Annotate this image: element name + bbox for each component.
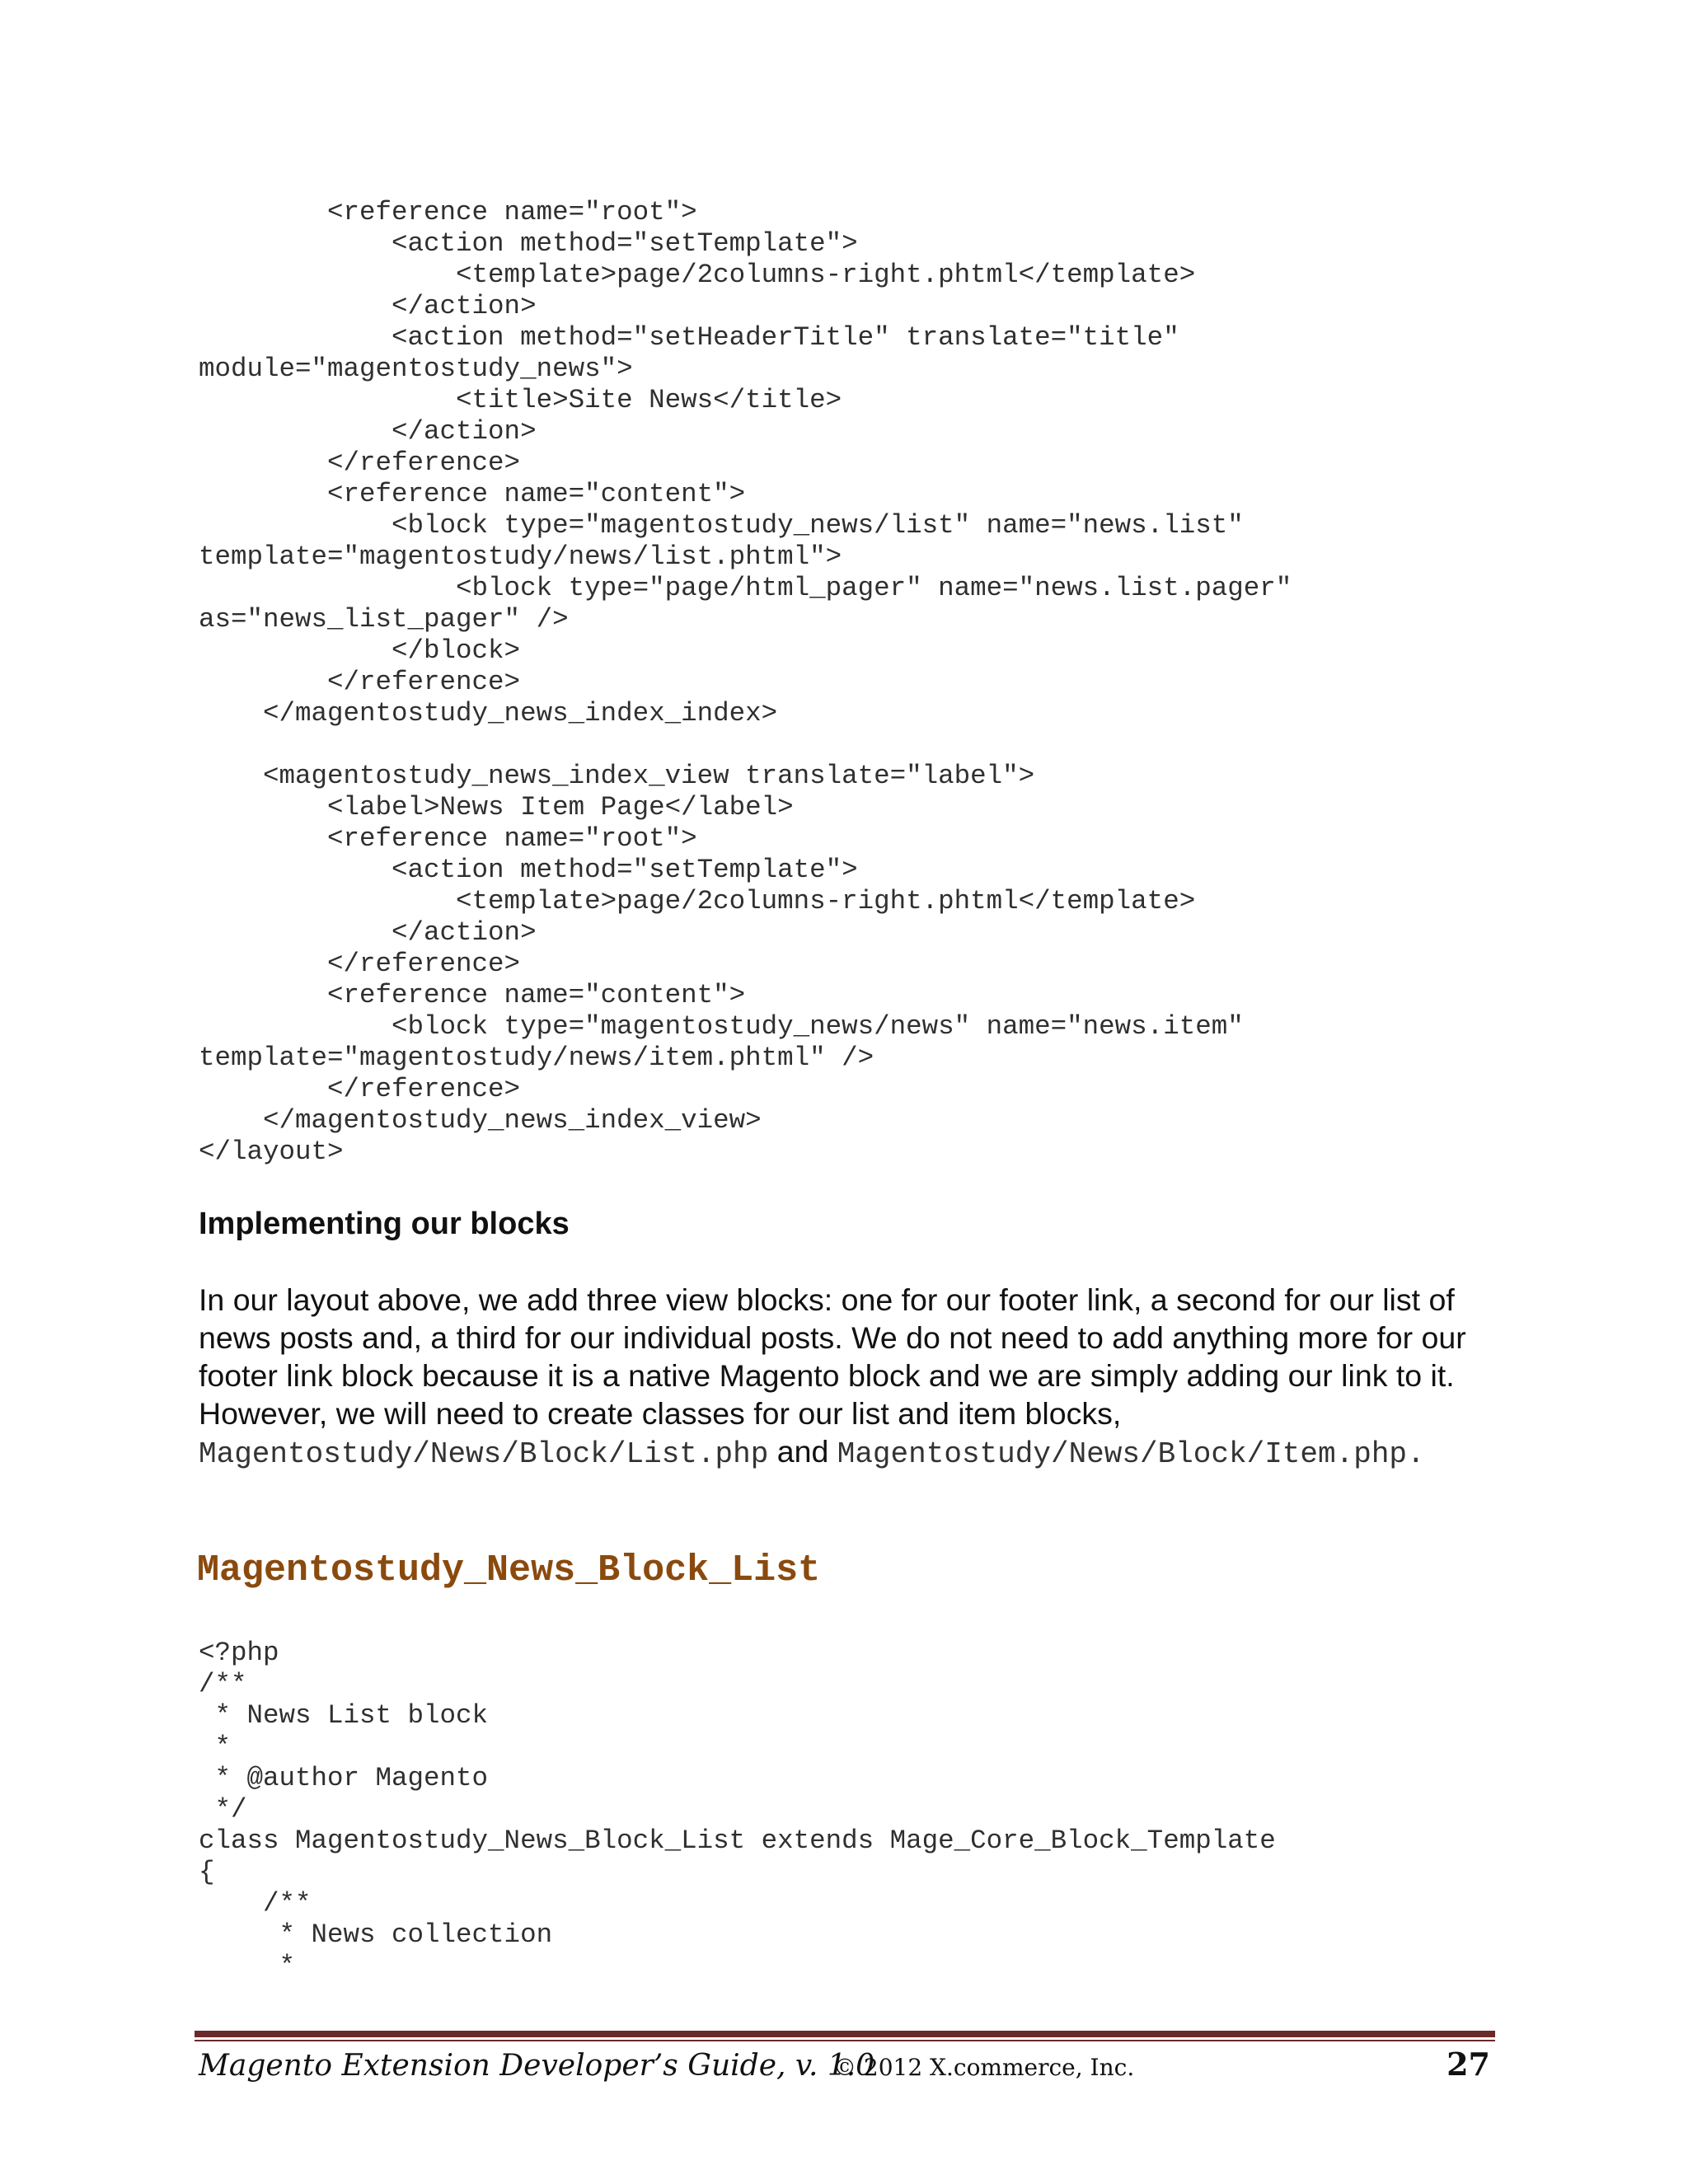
body-paragraph — [199, 1281, 1484, 1474]
paragraph-end: . — [1407, 1437, 1425, 1471]
section-heading: Implementing our blocks — [199, 1207, 570, 1241]
footer-title: Magento Extension Developer’s Guide, v. 1.0 — [199, 2049, 875, 2083]
footer-rule-thick — [195, 2031, 1495, 2037]
file-path-item: Magentostudy/News/Block/Item.php — [837, 1437, 1408, 1471]
file-path-list: Magentostudy/News/Block/List.php — [199, 1437, 769, 1471]
paragraph-connector: and — [768, 1434, 837, 1469]
footer-copyright: © 2012 X.commerce, Inc. — [833, 2054, 1135, 2081]
paragraph-text: In our layout above, we add three view blocks: one for our footer link, a second for our list of news posts and, a third for our individual posts. We do not need to add anything more for our footer link block because it is a native Magento block and we are simply adding our link to it. However, we will need to create classes for our list and item blocks, — [199, 1282, 1466, 1431]
page-number: 27 — [1447, 2046, 1490, 2083]
class-title: Magentostudy_News_Block_List — [197, 1549, 821, 1591]
php-code: <?php /** * News List block * * @author Magento */ class Magentostudy_News_Block_List extends Mage_Core_Block_Template { /** * News collection * — [199, 1638, 1276, 1981]
layout-xml-code: <reference name="root"> <action method="setTemplate"> <template>page/2columns-right.phtml</template> </action> <action method="setHeaderTitle" translate="title" module="magentostudy_news"> <title>Site News</title> </action> </reference> <reference name="content"> <block type="magentostudy_news/list" name="news.list" template="magentostudy/news/list.phtml"> <block type="page/html_pager" name="news.list.pager" as="news_list_pager" /> </block> </reference> </magentostudy_news_index_index> <magentostudy_news_index_view translate="label"> <label>News Item Page</label> <reference name="root"> <action method="setTemplate"> <template>page/2columns-right.phtml</template> </action> </reference> <reference name="content"> <block type="magentostudy_news/news" name="news.item" template="magentostudy/news/item.phtml" /> </reference> </magentostudy_news_index_view> </layout> — [199, 197, 1292, 1167]
footer-rule-thin — [195, 2040, 1495, 2041]
